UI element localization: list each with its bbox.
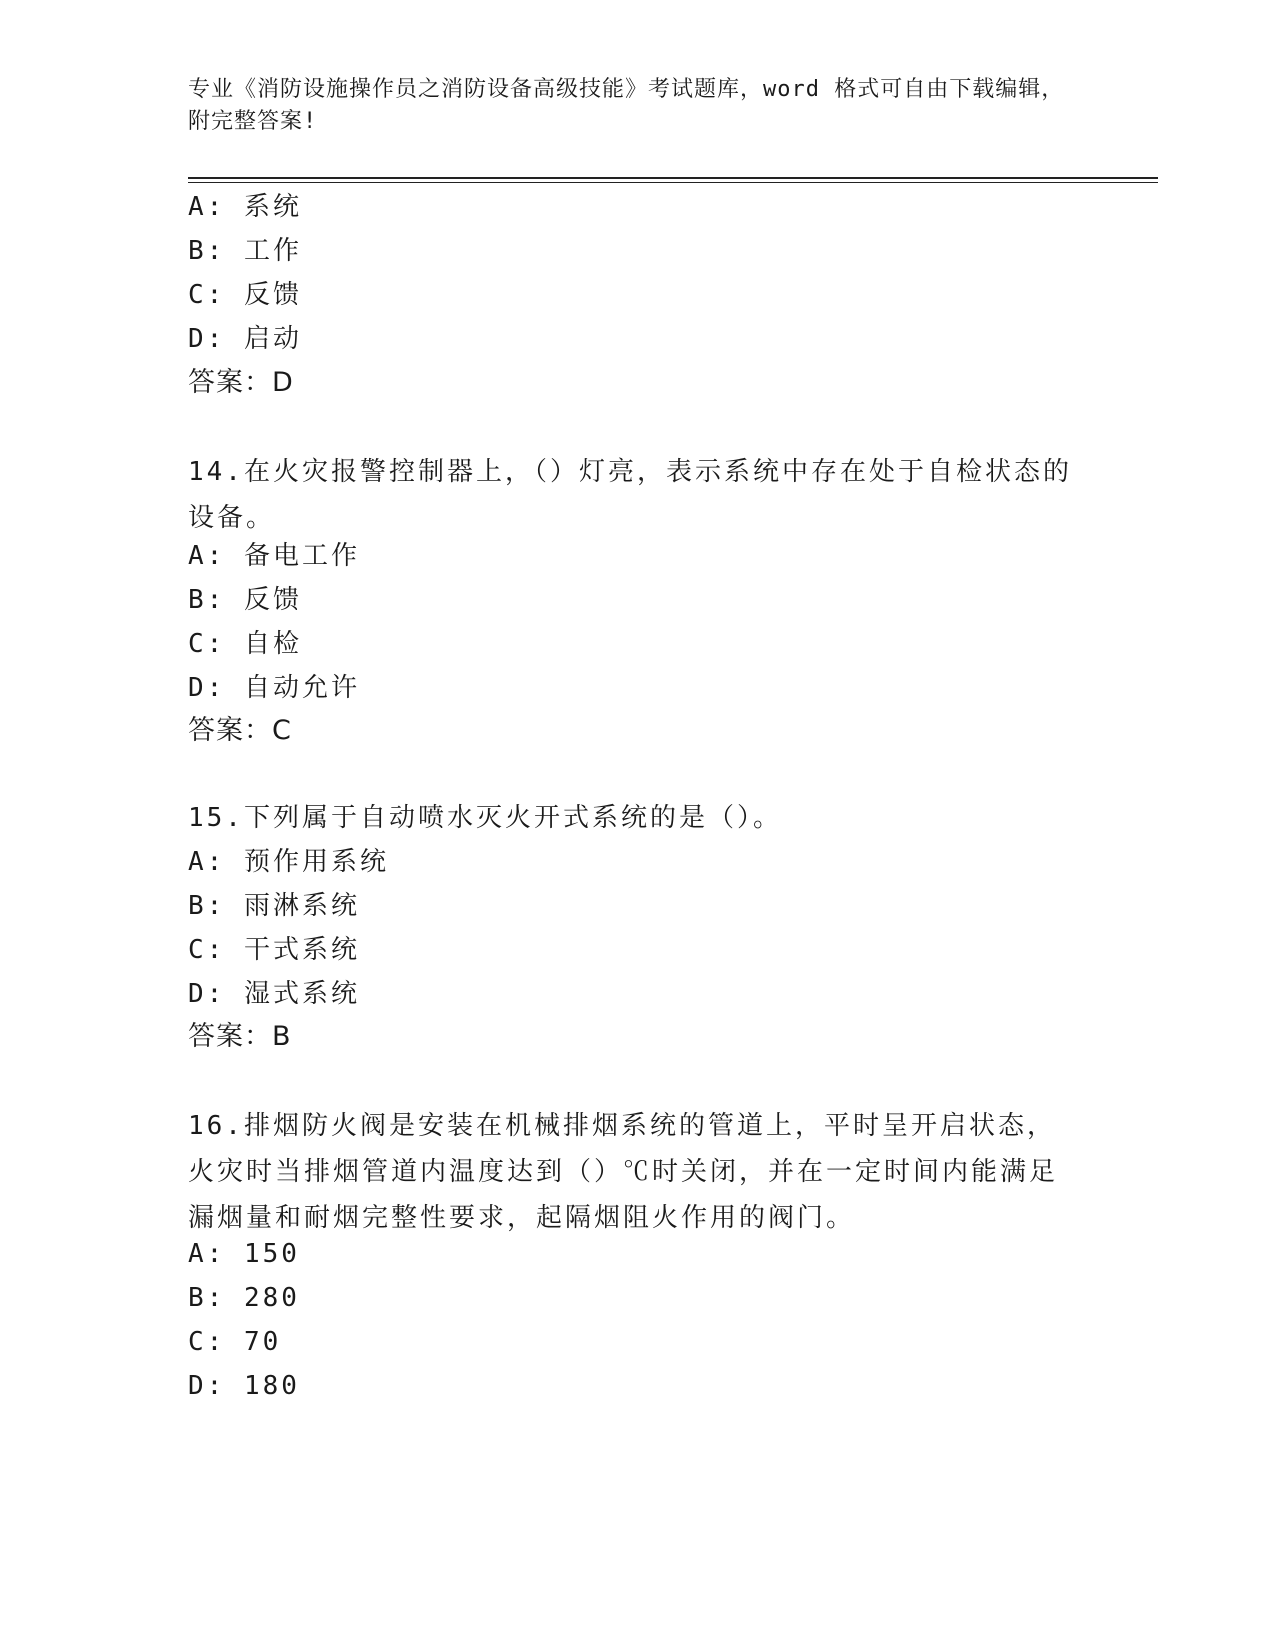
q14-stem: 14.在火灾报警控制器上，（）灯亮，表示系统中存在处于自检状态的设备。	[188, 457, 1072, 533]
q14-option-a: A: 备电工作	[188, 541, 360, 571]
q16-stem: 16.排烟防火阀是安装在机械排烟系统的管道上，平时呈开启状态，火灾时当排烟管道内温度达到（）℃时关闭，并在一定时间内能满足漏烟量和耐烟完整性要求，起隔烟阻火作用的阀门。	[188, 1111, 1059, 1233]
q15-option-d: D: 湿式系统	[188, 979, 360, 1009]
q14-answer: 答案：C	[188, 715, 292, 746]
prev-option-a: A: 系统	[188, 192, 302, 222]
q14-option-b: B: 反馈	[188, 585, 302, 615]
q16-option-c: C: 70	[188, 1327, 282, 1357]
prev-option-c: C: 反馈	[188, 280, 302, 310]
q15-stem: 15.下列属于自动喷水灭火开式系统的是（）。	[188, 803, 782, 833]
q14-option-c: C: 自检	[188, 629, 302, 659]
q15-option-b: B: 雨淋系统	[188, 891, 360, 921]
q14-option-d: D: 自动允许	[188, 673, 360, 703]
document-header: 专业《消防设施操作员之消防设备高级技能》考试题库，word 格式可自由下载编辑，附完整答案!	[188, 77, 1065, 134]
prev-option-b: B: 工作	[188, 236, 302, 266]
q15-answer: 答案：B	[188, 1021, 292, 1052]
q15-option-a: A: 预作用系统	[188, 847, 389, 877]
prev-answer: 答案：D	[188, 367, 294, 398]
header-rule-thin	[188, 182, 1158, 183]
q15-option-c: C: 干式系统	[188, 935, 360, 965]
q16-option-d: D: 180	[188, 1371, 300, 1401]
prev-option-d: D: 启动	[188, 324, 302, 354]
q16-option-a: A: 150	[188, 1239, 300, 1269]
header-rule-thick	[188, 177, 1158, 179]
q16-option-b: B: 280	[188, 1283, 300, 1313]
